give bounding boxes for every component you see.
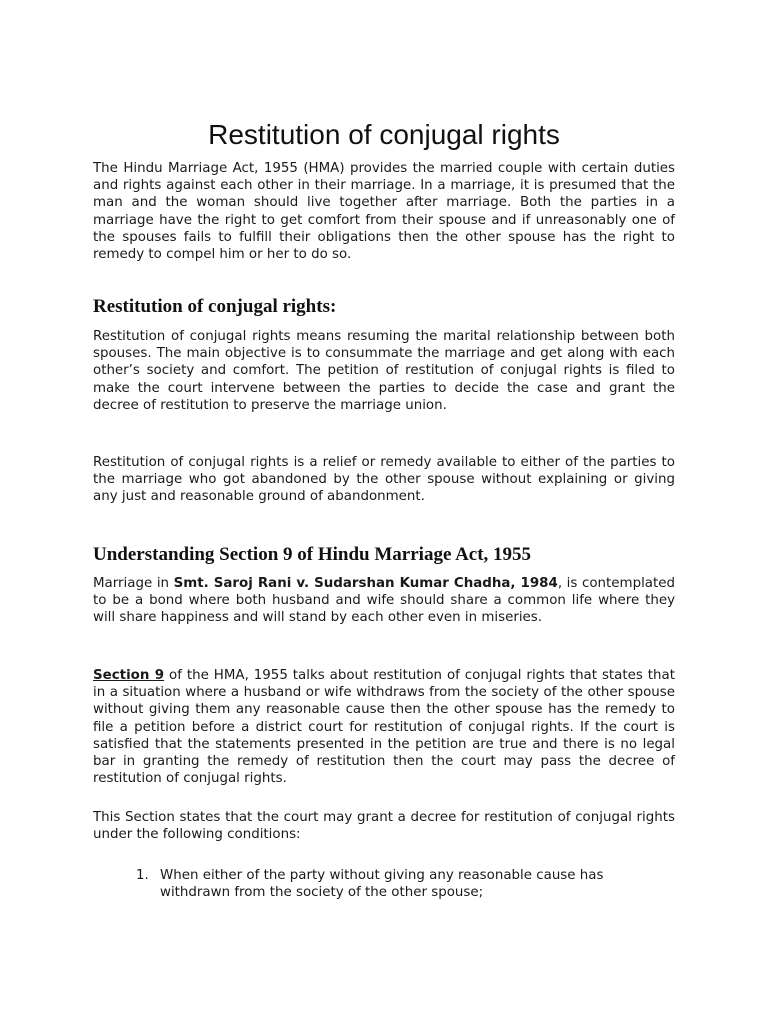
section-9-link[interactable]: Section 9 [93, 668, 165, 683]
intro-text-rest: (HMA) provides the married couple with certain duties and rights against each other in their marriage. In a marriage, it is presumed that the man and the woman should live together after marriage. Both the parties in a marriage have the right to get comfort from their spouse and if unreasonably one of the spouses fails to fulfill their obligations then the other spouse has the right to remedy to compel him or her to do so. [93, 161, 676, 263]
marriage-text-start: Marriage in [93, 576, 174, 591]
marriage-text-rest: , is contemplated to be a bond where both husband and wife should share a common life where they will share happiness and will stand by each other even in miseries. [93, 576, 675, 626]
document-title: Restitution of conjugal rights [208, 119, 560, 150]
section9-paragraph [93, 667, 675, 787]
list-item [136, 867, 676, 901]
conditions-list [136, 867, 676, 901]
intro-text-start: The [93, 161, 124, 176]
act-name-link[interactable]: Hindu Marriage Act, 1955 [123, 161, 298, 176]
intro-paragraph [93, 160, 675, 263]
case-name: Smt. Saroj Rani v. Sudarshan Kumar Chadha, 1984 [173, 576, 558, 591]
conditions-intro-paragraph: This Section states that the court may grant a decree for restitution of conjugal rights under the following conditions: [93, 810, 675, 843]
restitution-paragraph-1: Restitution of conjugal rights means resuming the marital relationship between both spouses. The main objective is to consummate the marriage and get along with each other’s society and comfort. The petition of restitution of conjugal rights is filed to make the court intervene between the parties to decide the case and grant the decree of restitution to preserve the marriage union. [93, 329, 675, 413]
section9-text: of the HMA, 1955 talks about restitution of conjugal rights that states that in a situation where a husband or wife withdraws from the society of the other spouse without giving them any reasonable cause then the other spouse has the remedy to file a petition before a district court for restitution of conjugal rights. If the court is satisfied that the statements presented in the petition are true and there is no legal bar in granting the remedy of restitution then the court may pass the decree of restitution of conjugal rights. [93, 668, 675, 787]
section-heading-restitution: Restitution of conjugal rights: [93, 296, 337, 317]
restitution-paragraph-2: Restitution of conjugal rights is a relief or remedy available to either of the parties to the marriage who got abandoned by the other spouse without explaining or giving any just and reasonable ground of abandonment. [93, 455, 675, 505]
section-heading-section9: Understanding Section 9 of Hindu Marriage Act, 1955 [93, 544, 532, 565]
list-item-text: When either of the party without giving any reasonable cause has withdrawn from the society of the other spouse; [160, 868, 604, 901]
list-item-number: 1. [136, 868, 149, 883]
marriage-case-paragraph [93, 575, 675, 627]
